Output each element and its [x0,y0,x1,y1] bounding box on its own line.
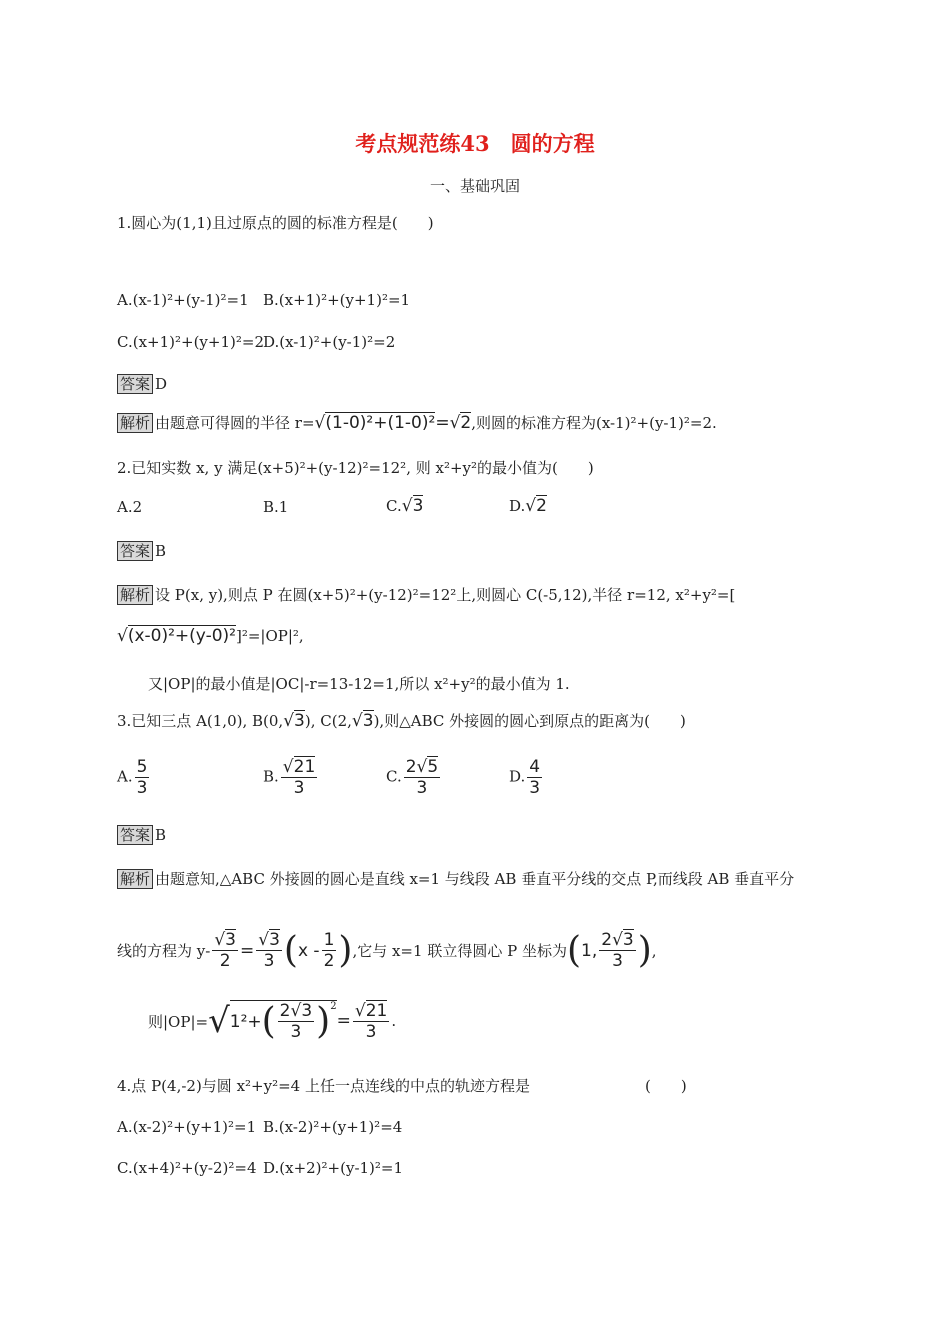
sqrt-sign-icon: √ [401,496,413,516]
q3-line3-radicand [230,1000,337,1042]
q3-stem-mid: ), C(2, [304,712,352,730]
q3-stem [117,710,686,731]
q3-option-c-label: C. [386,767,402,786]
equals: = [336,1011,351,1031]
q3-line2-mid: ,它与 x=1 联立得圆心 P 坐标为 [352,942,567,960]
page-title: 考点规范练43 圆的方程 [355,131,595,156]
sqrt-sign-icon: √ [351,711,363,731]
fraction [278,1001,315,1042]
left-paren-icon: ( [283,930,298,971]
sqrt-sign-icon: √ [449,413,461,433]
fraction [212,930,238,971]
sqrt-sign-icon: √ [117,626,128,646]
fraction-numerator: 1 [323,930,335,950]
q3-analysis-line2 [117,930,657,971]
q2-answer-line [117,541,166,561]
q1-option-b: B.(x+1)²+(y+1)²=1 [263,291,411,309]
q2-option-c-root: 3 [412,496,424,516]
q3-stem-pre: 3.已知三点 A(1,0), B(0, [117,712,284,730]
fraction [322,930,337,971]
x-minus: x - [297,940,320,961]
fraction-numerator: 5 [136,757,148,777]
answer-tag: 答案 [117,541,153,561]
q4-stem: 4.点 P(4,-2)与圆 x²+y²=4 上任一点连线的中点的轨迹方程是 [117,1077,530,1095]
q2-stem: 2.已知实数 x, y 满足(x+5)²+(y-12)²=12², 则 x²+y²的最小值为( ) [117,459,594,477]
coef-two: 2 [601,930,613,950]
q1-analysis-root: 2 [460,413,472,433]
q2-answer: B [155,542,167,560]
fraction-denominator: 3 [416,778,428,798]
q3-option-c-root: 5 [427,757,439,777]
sqrt-sign-icon: √ [416,757,428,777]
q4-option-c: C.(x+4)²+(y-2)²=4 [117,1159,257,1177]
sqrt-sign-icon: √ [354,1000,366,1021]
fraction-numerator [404,757,441,778]
period: . [391,1012,397,1030]
root-3: 3 [622,930,634,950]
q1-analysis-line [117,412,717,433]
q3-stem-root2: 3 [362,711,374,731]
q1-analysis-eq: = [435,413,450,433]
fraction [353,1001,389,1042]
fraction [135,757,150,798]
fraction [281,757,317,798]
fraction-denominator: 3 [136,778,148,798]
q4-option-d: D.(x+2)²+(y-1)²=1 [263,1159,404,1177]
fraction [599,930,636,971]
right-paren-icon: ) [637,930,652,971]
q2-analysis-text2: ]²=|OP|², [235,627,304,645]
fraction-numerator: 4 [529,757,541,777]
q3-option-b [263,757,319,798]
q2-option-d-root: 2 [536,496,547,516]
q3-answer-line [117,825,166,845]
fraction-denominator: 2 [219,951,231,971]
q3-option-b-label: B. [263,767,279,786]
coef-two: 2 [279,1001,291,1021]
root-3: 3 [269,930,280,950]
fraction-denominator: 3 [529,778,541,798]
q3-stem-root1: 3 [294,711,305,731]
q2-analysis-line3: 又|OP|的最小值是|OC|-r=13-12=1,所以 x²+y²的最小值为 1. [148,675,570,693]
q2-option-c-label: C. [386,497,402,515]
q3-analysis-line3 [148,1000,396,1042]
comma: , [591,940,598,961]
fraction-denominator: 2 [323,951,335,971]
sqrt-sign-icon: √ [525,496,537,516]
fraction-denominator: 3 [290,1022,302,1042]
fraction-numerator [599,930,636,951]
q3-option-c [386,757,442,798]
section-heading: 一、基础巩固 [429,177,520,195]
sqrt-sign-icon: √ [283,711,295,731]
sqrt-sign-icon: √ [612,930,623,950]
fraction-numerator [256,930,282,951]
left-paren-icon: ( [566,930,581,971]
q3-option-a-label: A. [117,767,133,786]
root-3: 3 [225,930,236,950]
right-paren-icon: ) [338,930,353,971]
fraction-denominator: 3 [365,1021,377,1042]
q1-stem: 1.圆心为(1,1)且过原点的圆的标准方程是( ) [117,214,434,232]
sqrt-sign-icon: √ [258,930,270,950]
q1-analysis-post: ,则圆的标准方程为(x-1)²+(y-1)²=2. [471,414,717,432]
q3-option-a [117,757,151,798]
q1-option-c: C.(x+1)²+(y+1)²=2 [117,333,264,351]
analysis-tag: 解析 [117,413,153,433]
q3-analysis-text1: 由题意知,△ABC 外接圆的圆心是直线 x=1 与线段 AB 垂直平分线的交点 P,而线段 AB 垂直平分 [155,870,795,888]
q2-option-d [509,496,547,516]
q2-analysis-radicand: (x-0)²+(y-0)² [127,626,236,646]
analysis-tag: 解析 [117,869,153,889]
q4-option-a: A.(x-2)²+(y+1)²=1 [117,1118,257,1136]
fraction [404,757,441,798]
exponent-two: 2 [330,1001,337,1012]
q3-option-c-coef: 2 [405,757,417,777]
answer-tag: 答案 [117,374,153,394]
q3-stem-post: ),则△ABC 外接圆的圆心到原点的距离为( ) [373,712,686,730]
q1-option-a: A.(x-1)²+(y-1)²=1 [117,291,249,309]
fraction-numerator [281,757,317,778]
fraction [527,757,542,798]
q1-analysis-pre: 由题意可得圆的半径 r= [155,414,315,432]
one-squared: 1²+ [229,1011,262,1032]
fraction-numerator [278,1001,315,1022]
q2-option-b: B.1 [263,498,289,516]
analysis-tag: 解析 [117,585,153,605]
q3-option-b-root: 21 [293,757,316,777]
q3-answer: B [155,826,167,844]
q3-option-d [509,757,544,798]
coord-one: 1 [581,940,592,961]
fraction-numerator [212,930,238,951]
q3-line2-pre: 线的方程为 y- [117,942,211,960]
q2-analysis-text1: 设 P(x, y),则点 P 在圆(x+5)²+(y-12)²=12²上,则圆心 C(-5,12),半径 r=12, x²+y²=[ [155,586,736,604]
q1-option-d: D.(x-1)²+(y-1)²=2 [263,333,396,351]
q2-option-d-label: D. [509,497,526,515]
fraction [256,930,282,971]
root-21: 21 [365,1000,388,1021]
q1-answer: D [155,375,168,393]
fraction-denominator: 3 [263,951,275,971]
sqrt-sign-icon: √ [314,413,326,433]
q3-line3-pre: 则|OP|= [148,1012,209,1031]
right-paren-icon: ) [316,1001,331,1042]
fraction-numerator [353,1001,389,1022]
q2-analysis-line1 [117,584,735,605]
sqrt-sign-icon: √ [214,930,226,950]
sqrt-sign-icon: √ [290,1001,302,1021]
q1-answer-line [117,374,167,394]
fraction-denominator: 3 [293,778,305,798]
q1-analysis-radicand: (1-0)²+(1-0)² [325,413,436,433]
q2-analysis-line2 [117,626,304,646]
answer-tag: 答案 [117,825,153,845]
q2-option-c [386,496,423,516]
equals: = [239,940,255,961]
q2-option-a: A.2 [117,498,143,516]
comma: , [651,941,657,960]
q3-analysis-line1 [117,868,794,889]
q3-option-d-label: D. [509,767,526,786]
sqrt-sign-icon: √ [208,1001,230,1041]
q4-paren: ( ) [645,1077,687,1095]
q4-option-b: B.(x-2)²+(y+1)²=4 [263,1118,403,1136]
sqrt-sign-icon: √ [282,757,294,777]
root-3: 3 [301,1001,313,1021]
fraction-denominator: 3 [612,951,623,971]
left-paren-icon: ( [261,1001,276,1042]
